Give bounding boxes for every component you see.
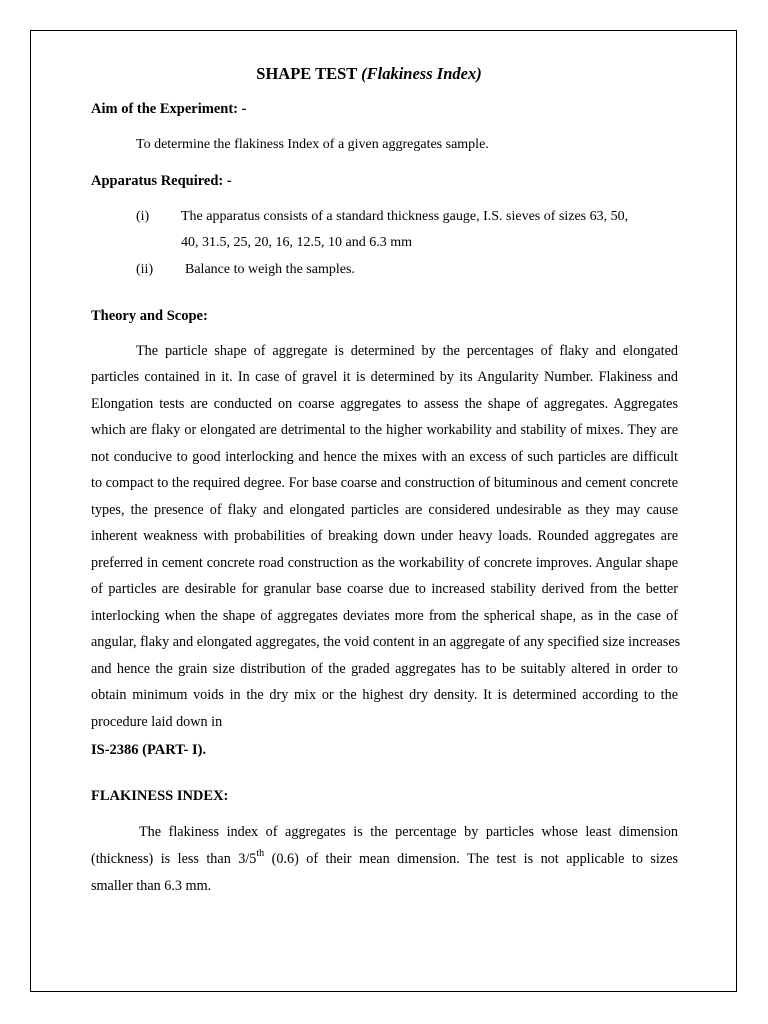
flakiness-line-part: (0.6) of their mean dimension. The test is not applicable to sizes [264, 851, 678, 867]
flakiness-line: The flakiness index of aggregates is the percentage by particles whose least dimension [139, 824, 678, 840]
title-main: SHAPE TEST [256, 64, 358, 83]
theory-line: types, the presence of flaky and elongated particles are considered undesirable as they may cause [91, 502, 678, 518]
theory-line: Elongation tests are conducted on coarse aggregates to assess the shape of aggregates. Aggregates [91, 396, 678, 412]
flakiness-line [91, 848, 678, 869]
ordinal-superscript: th [256, 848, 265, 859]
apparatus-item-text: The apparatus consists of a standard thickness gauge, I.S. sieves of sizes 63, 50, [181, 209, 629, 224]
flakiness-line-part: (thickness) is less than 3/5 [91, 851, 257, 867]
theory-line: and hence the grain size distribution of the graded aggregates has to be suitably altered in order to [91, 661, 678, 677]
title-subtitle: (Flakiness Index) [361, 64, 482, 83]
apparatus-item-text: Balance to weigh the samples. [185, 262, 355, 277]
theory-line: The particle shape of aggregate is determined by the percentages of flaky and elongated [136, 343, 678, 359]
theory-line: not conducive to good interlocking and hence the mixes with an excess of such particles are difficult [91, 449, 678, 465]
flakiness-heading: FLAKINESS INDEX: [91, 788, 229, 804]
theory-line: of particles are desirable for granular base coarse due to increased stability derived from the better [91, 581, 678, 597]
theory-line: preferred in cement concrete road construction as the workability of concrete improves. Angular shape [91, 555, 678, 571]
apparatus-heading: Apparatus Required: - [91, 173, 232, 189]
theory-line: procedure laid down in [91, 714, 223, 730]
flakiness-line: smaller than 6.3 mm. [91, 878, 212, 894]
aim-text: To determine the flakiness Index of a given aggregates sample. [136, 137, 489, 152]
theory-line: which are flaky or elongated are detrimental to the higher workability and stability of mixes. They are [91, 422, 678, 438]
theory-heading: Theory and Scope: [91, 308, 208, 324]
standard-reference: IS-2386 (PART- I). [91, 742, 207, 758]
theory-line: inherent weakness with probabilities of breaking down under heavy loads. Rounded aggregates are [91, 528, 678, 544]
theory-line: to compact to the required degree. For base coarse and construction of bituminous and cement concrete [91, 475, 678, 491]
theory-line: particles contained in it. In case of gravel it is determined by its Angularity Number. Flakiness and [91, 369, 678, 385]
theory-line: obtain minimum voids in the dry mix or the highest dry density. It is determined according to the [91, 687, 678, 703]
apparatus-item-text: 40, 31.5, 25, 20, 16, 12.5, 10 and 6.3 mm [181, 235, 412, 250]
theory-line: interlocking when the shape of aggregates deviates more from the spherical shape, as in the case of [91, 608, 678, 624]
theory-line: angular, flaky and elongated aggregates, the void content in an aggregate of any specified size increases [91, 634, 681, 650]
apparatus-item-marker: (ii) [136, 262, 154, 277]
page-title [0, 64, 738, 84]
aim-heading: Aim of the Experiment: - [91, 101, 247, 117]
apparatus-item-marker: (i) [136, 209, 150, 224]
